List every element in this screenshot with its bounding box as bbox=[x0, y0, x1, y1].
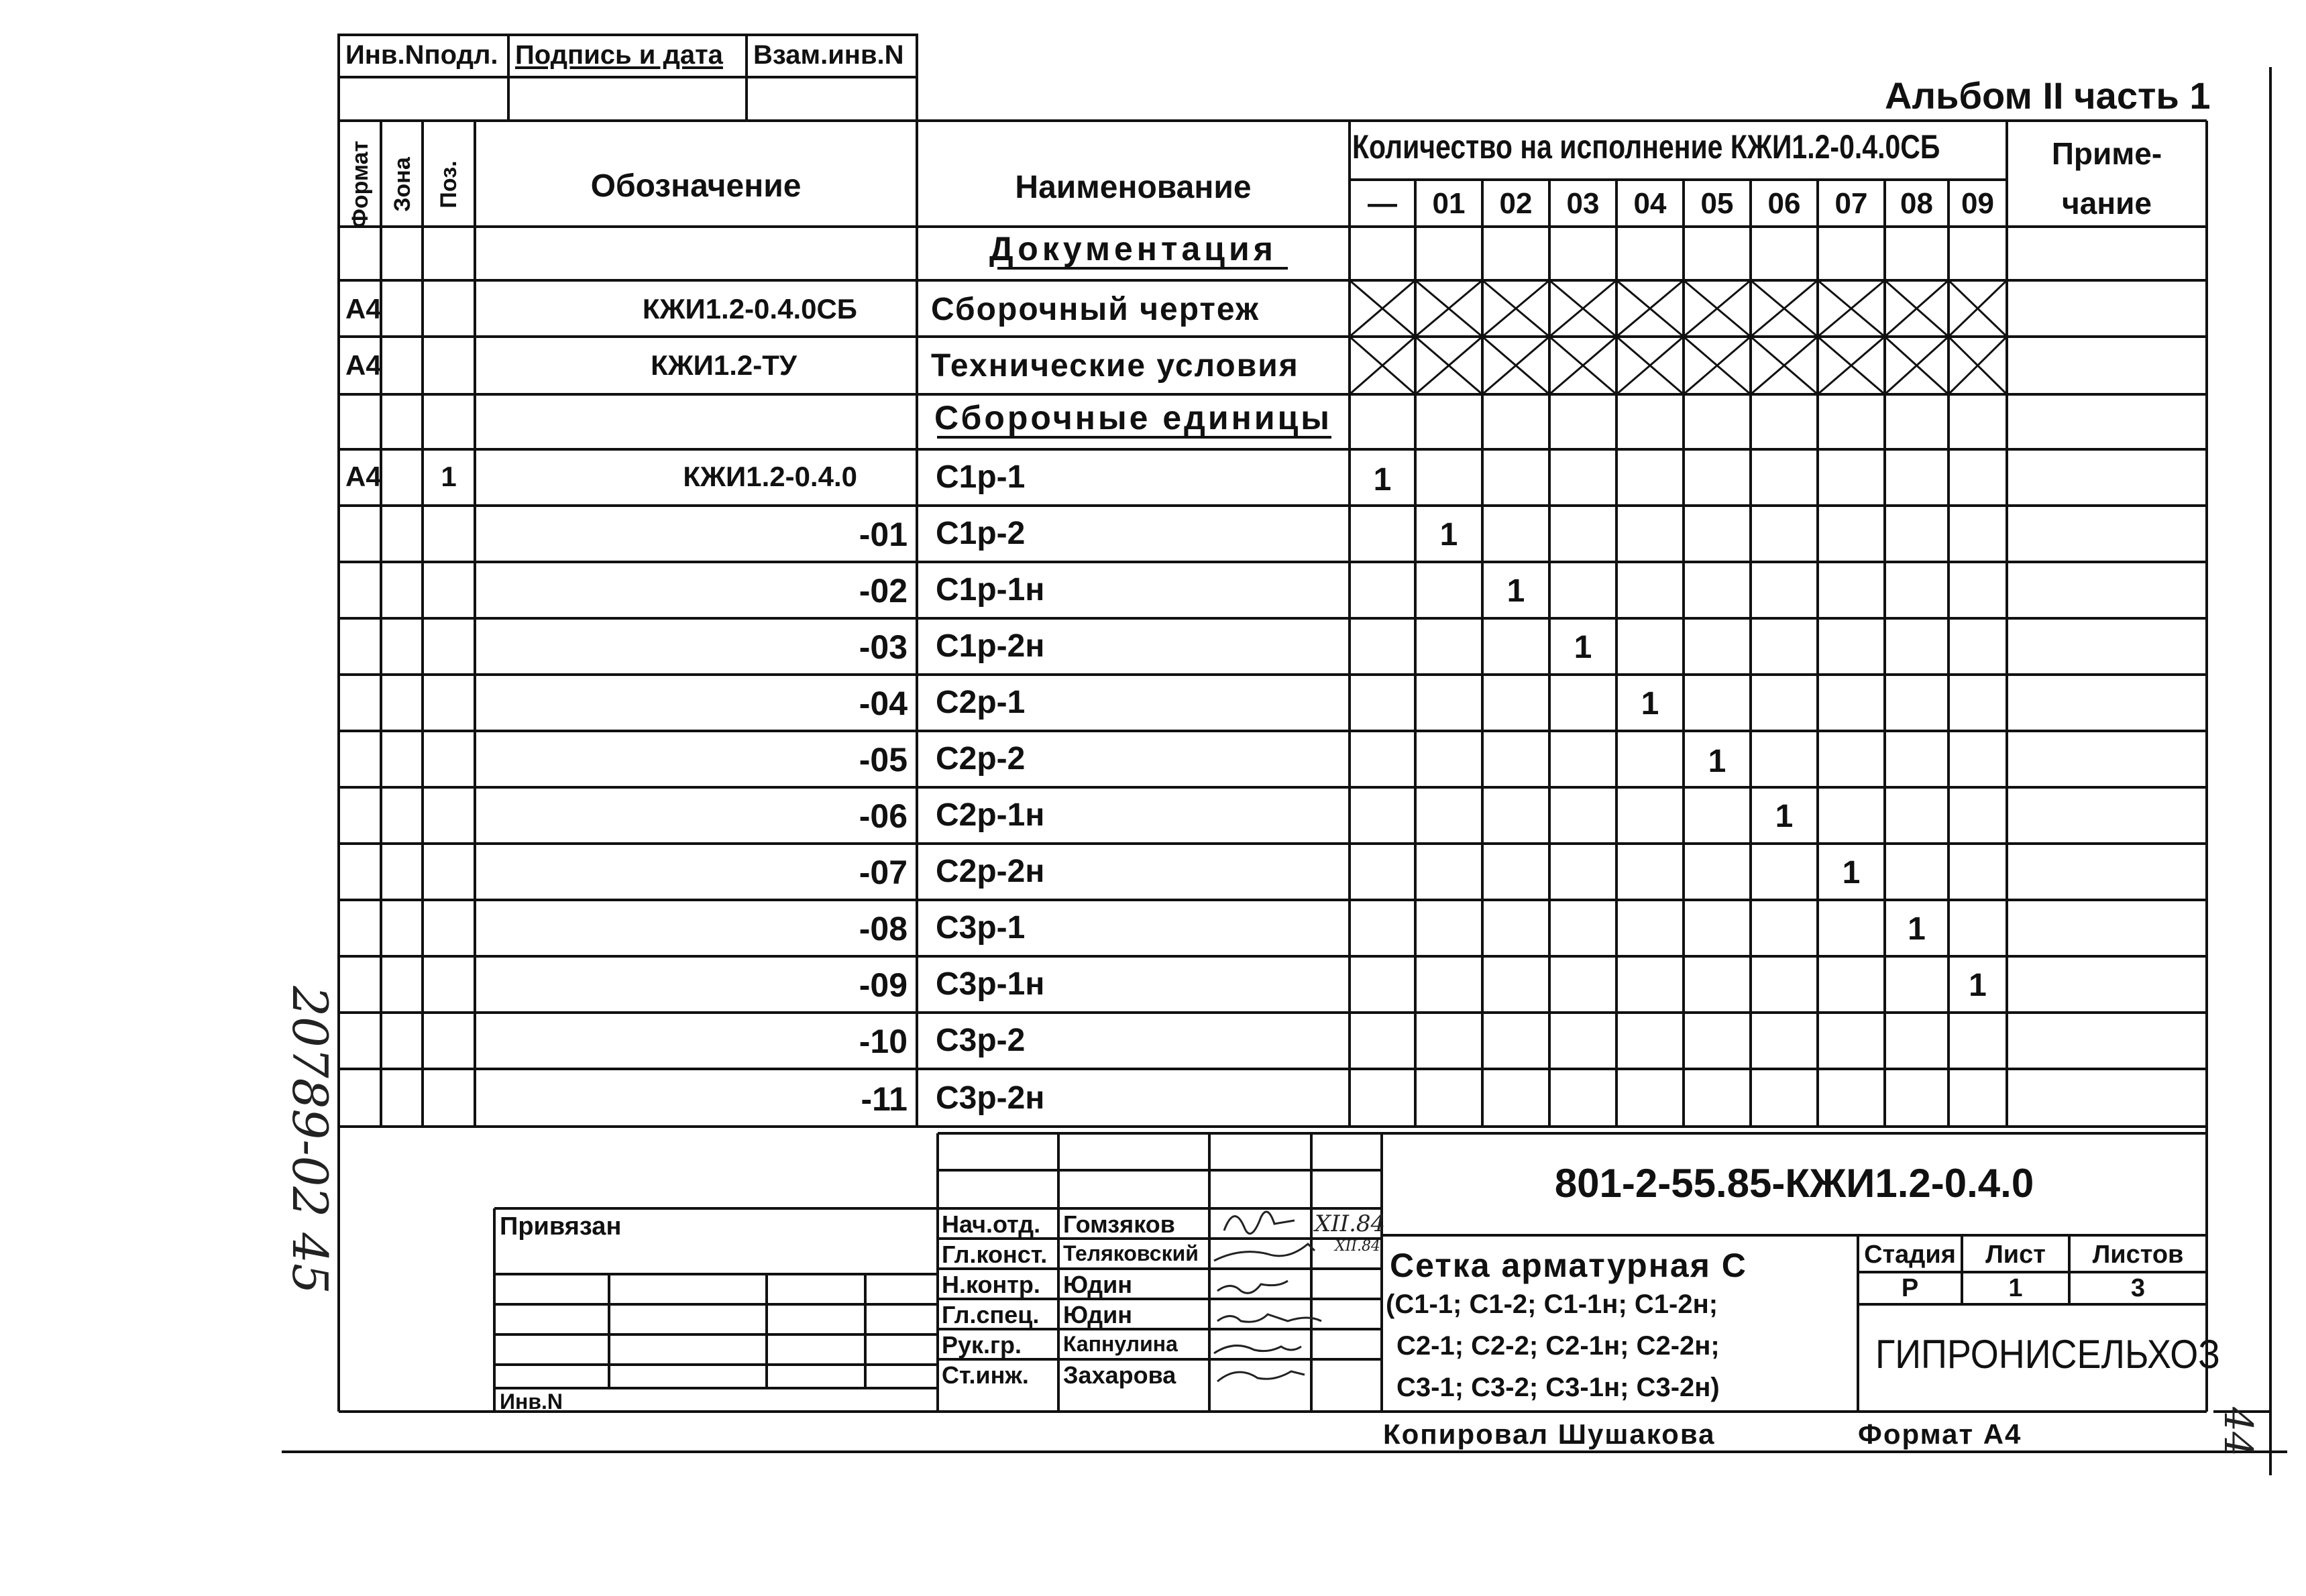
header-naimenovanie: Наименование bbox=[1015, 170, 1252, 205]
header-kolichestvo: Количество на исполнение КЖИ1.2-0.4.0СБ bbox=[1352, 128, 1940, 166]
row-qty: 1 bbox=[1574, 630, 1592, 665]
exec-header: 01 bbox=[1432, 187, 1466, 220]
title-line-2: (С1-1; С1-2; С1-1н; С1-2н; bbox=[1386, 1290, 1718, 1319]
row-name: Сборочный чертеж bbox=[931, 292, 1260, 327]
person-name: Капнулина bbox=[1063, 1332, 1178, 1356]
header-primechanie-2: чание bbox=[2062, 186, 2152, 221]
row-qty: 1 bbox=[1506, 573, 1525, 609]
exec-header: 05 bbox=[1700, 187, 1734, 220]
row-name: С1р-2 bbox=[936, 516, 1026, 551]
role-label: Н.контр. bbox=[942, 1271, 1040, 1298]
row-name: Технические условия bbox=[931, 348, 1299, 384]
exec-header: 02 bbox=[1499, 187, 1533, 220]
page-number: 44 bbox=[2215, 1407, 2261, 1457]
organization-name: ГИПРОНИСЕЛЬХОЗ bbox=[1875, 1332, 2220, 1377]
inv-n-label: Инв.N bbox=[500, 1389, 563, 1414]
title-line-3: С2-1; С2-2; С2-1н; С2-2н; bbox=[1396, 1331, 1720, 1361]
section-assembly-units: Сборочные единицы bbox=[934, 399, 1332, 437]
stamp-podpis: Подпись и дата bbox=[515, 40, 723, 70]
row-name: С1р-1 bbox=[936, 459, 1026, 495]
row-name: С3р-2 bbox=[936, 1023, 1026, 1058]
exec-header: 06 bbox=[1767, 187, 1801, 220]
title-line-4: С3-1; С3-2; С3-1н; С3-2н) bbox=[1396, 1373, 1720, 1402]
person-name: Гомзяков bbox=[1063, 1210, 1175, 1238]
listov-value: 3 bbox=[2130, 1274, 2146, 1302]
header-format: Формат bbox=[347, 140, 373, 229]
row-name: С2р-2 bbox=[936, 741, 1026, 777]
row-oboznachenie: -10 bbox=[859, 1023, 908, 1060]
row-format: А4 bbox=[345, 349, 382, 381]
privyazan-label: Привязан bbox=[500, 1212, 622, 1241]
row-oboznachenie: -07 bbox=[859, 854, 908, 891]
side-number: 20789-02 45 bbox=[282, 986, 338, 1294]
person-name: Захарова bbox=[1063, 1361, 1176, 1389]
row-qty: 1 bbox=[1708, 744, 1726, 779]
row-poz: 1 bbox=[441, 461, 457, 492]
exec-header: 09 bbox=[1961, 187, 1994, 220]
sign-date: XII.84 bbox=[1315, 1210, 1386, 1237]
row-name: С3р-1н bbox=[936, 966, 1045, 1002]
header-oboznachenie: Обозначение bbox=[590, 168, 802, 204]
row-oboznachenie: -06 bbox=[859, 797, 908, 835]
sign-date: XII.84 bbox=[1335, 1238, 1381, 1255]
row-oboznachenie: КЖИ1.2-0.4.0СБ bbox=[642, 293, 857, 325]
row-oboznachenie: -08 bbox=[859, 910, 908, 948]
listov-label: Листов bbox=[2092, 1241, 2184, 1269]
row-oboznachenie: -09 bbox=[859, 966, 908, 1004]
row-oboznachenie: КЖИ1.2-ТУ bbox=[651, 349, 797, 381]
row-name: С3р-2н bbox=[936, 1080, 1045, 1116]
row-qty: 1 bbox=[1641, 686, 1659, 722]
person-name: Теляковский bbox=[1063, 1241, 1199, 1265]
role-label: Гл.конст. bbox=[942, 1241, 1048, 1268]
role-label: Рук.гр. bbox=[942, 1331, 1022, 1359]
row-qty: 1 bbox=[1969, 968, 1987, 1003]
role-label: Ст.инж. bbox=[942, 1361, 1029, 1389]
row-oboznachenie: -04 bbox=[859, 685, 908, 722]
stadiya-value: Р bbox=[1901, 1274, 1919, 1302]
row-format: А4 bbox=[345, 293, 382, 325]
person-name: Юдин bbox=[1063, 1301, 1132, 1328]
row-name: С3р-1 bbox=[936, 910, 1026, 946]
row-qty: 1 bbox=[1775, 799, 1794, 834]
row-name: С2р-1н bbox=[936, 797, 1045, 833]
row-oboznachenie: -01 bbox=[859, 516, 908, 553]
row-oboznachenie: -11 bbox=[861, 1080, 908, 1118]
exec-header: 03 bbox=[1566, 187, 1600, 220]
header-zona: Зона bbox=[390, 157, 415, 212]
row-oboznachenie: -02 bbox=[859, 572, 908, 610]
signatures bbox=[1214, 1212, 1321, 1381]
album-label: Альбом II часть 1 bbox=[1885, 74, 2211, 117]
row-oboznachenie: -03 bbox=[859, 628, 908, 666]
row-name: С1р-2н bbox=[936, 628, 1045, 664]
row-qty: 1 bbox=[1842, 855, 1861, 891]
row-oboznachenie: КЖИ1.2-0.4.0 bbox=[683, 461, 857, 492]
stamp-vzam: Взам.инв.N bbox=[753, 40, 904, 70]
role-label: Нач.отд. bbox=[942, 1210, 1041, 1238]
row-name: С2р-2н bbox=[936, 854, 1045, 889]
footer-format: Формат А4 bbox=[1858, 1418, 2022, 1450]
exec-header: 04 bbox=[1633, 187, 1667, 220]
row-oboznachenie: -05 bbox=[859, 741, 908, 779]
row-qty: 1 bbox=[1373, 462, 1392, 498]
document-code: 801-2-55.85-КЖИ1.2-0.4.0 bbox=[1554, 1161, 2034, 1206]
header-poz: Поз. bbox=[436, 160, 461, 209]
row-name: С2р-1 bbox=[936, 685, 1026, 720]
list-label: Лист bbox=[1985, 1241, 2046, 1269]
exec-header: 08 bbox=[1900, 187, 1933, 220]
exec-header: 07 bbox=[1834, 187, 1868, 220]
stadiya-label: Стадия bbox=[1864, 1241, 1956, 1269]
section-documentation: Документация bbox=[989, 230, 1277, 268]
row-qty: 1 bbox=[1439, 517, 1458, 553]
row-qty: 1 bbox=[1908, 911, 1926, 947]
role-label: Гл.спец. bbox=[942, 1301, 1040, 1328]
person-name: Юдин bbox=[1063, 1271, 1132, 1298]
row-format: А4 bbox=[345, 461, 382, 492]
title-line-1: Сетка арматурная С bbox=[1390, 1247, 1747, 1284]
header-primechanie-1: Приме- bbox=[2051, 136, 2162, 171]
copied-by: Копировал Шушакова bbox=[1383, 1418, 1716, 1450]
exec-header: — bbox=[1368, 187, 1397, 220]
list-value: 1 bbox=[2008, 1274, 2023, 1302]
stamp-inv-podl: Инв.Nподл. bbox=[345, 40, 498, 70]
row-name: С1р-1н bbox=[936, 572, 1045, 608]
